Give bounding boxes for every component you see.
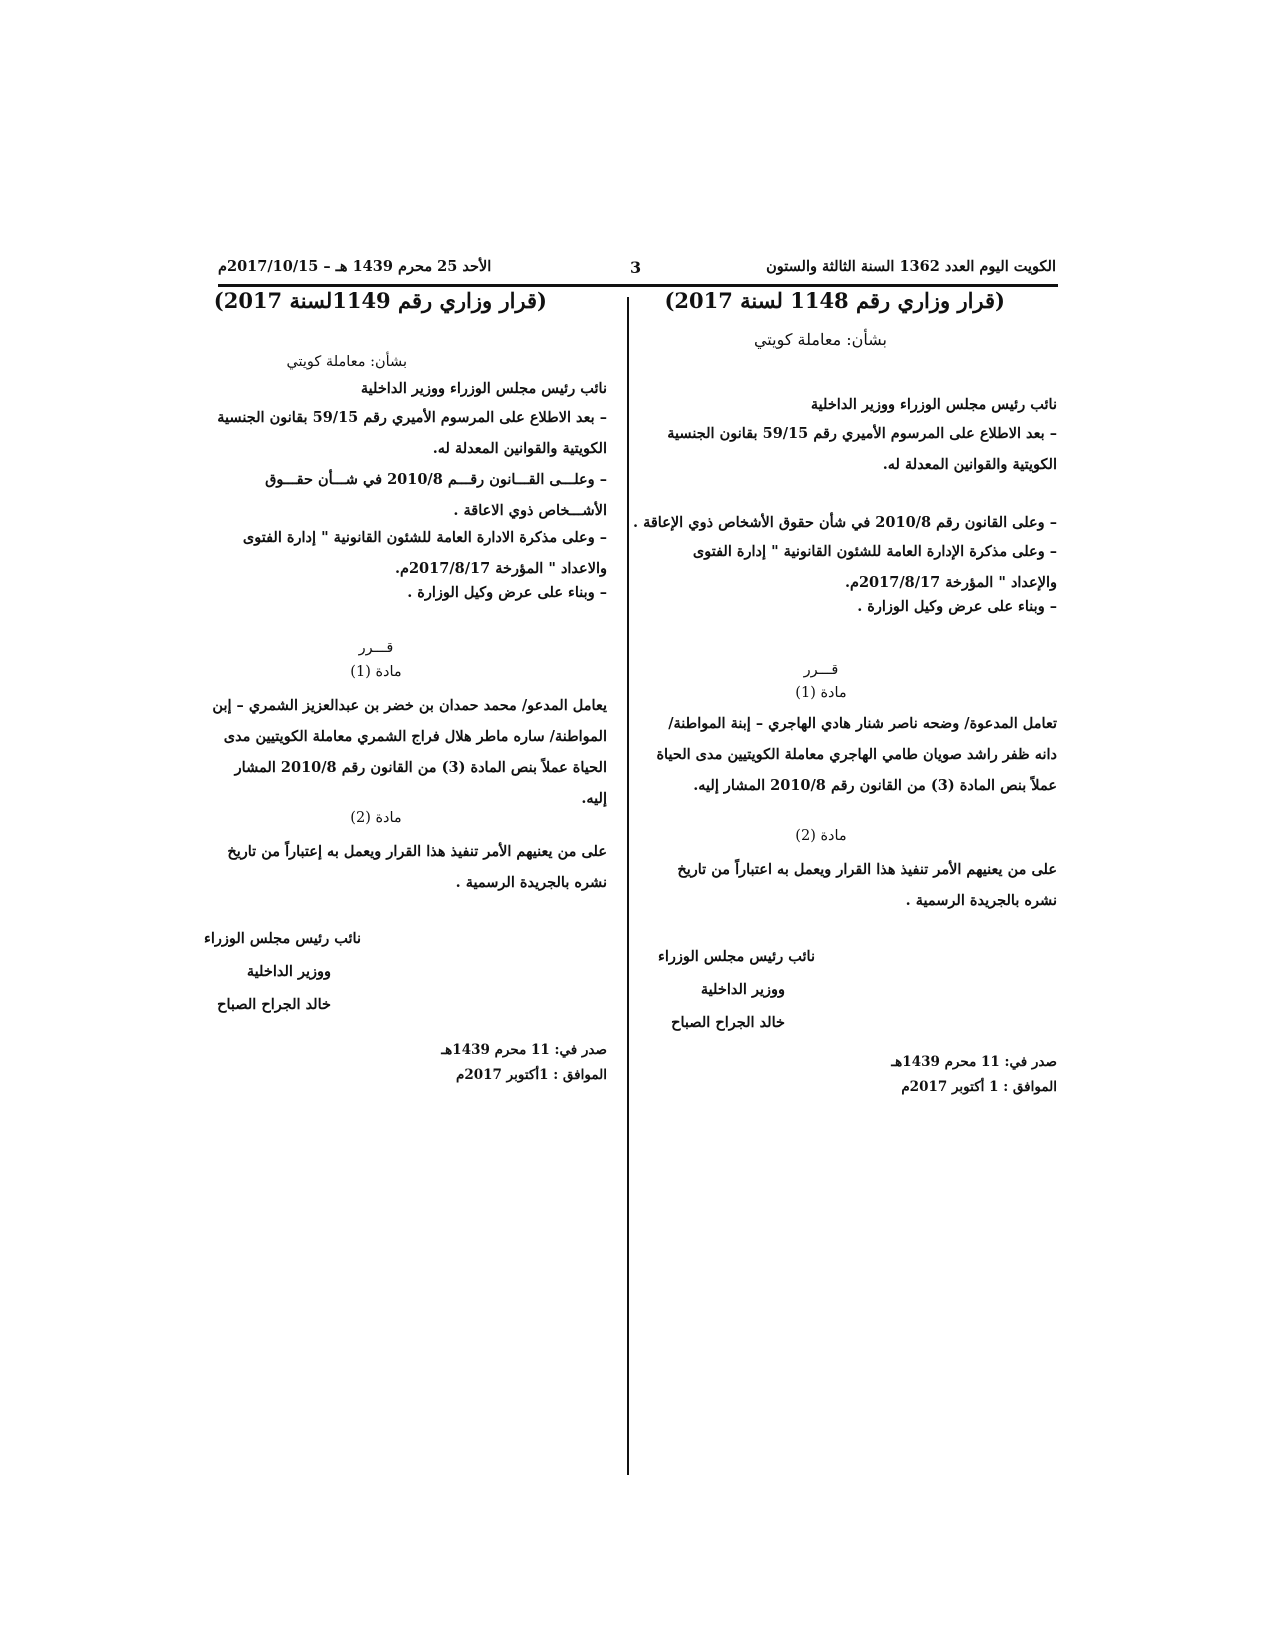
issue-date-block bbox=[891, 1050, 1057, 1100]
header-date: الأحد 25 محرم 1439 هـ – 2017/10/15م bbox=[218, 258, 492, 275]
signature-line-1: نائب رئيس مجلس الوزراء bbox=[204, 930, 361, 947]
decree-title: (قرار وزاري رقم 1148 لسنة 2017) bbox=[664, 288, 1005, 313]
decision-heading: قـــرر bbox=[358, 640, 394, 656]
preamble-2: – وعلى القانون رقم 2010/8 في شأن حقوق الأشخاص ذوي الإعاقة . bbox=[633, 514, 1057, 531]
decision-heading: قـــرر bbox=[803, 662, 839, 678]
signature-line-3: خالد الجراح الصباح bbox=[217, 996, 331, 1013]
preamble-3: – وعلى مذكرة الإدارة العامة للشئون القانونية " إدارة الفتوى والإعداد " المؤرخة 2017/8/17م. bbox=[692, 543, 1057, 591]
issued-gregorian: الموافق : 1أكتوبر 2017م bbox=[456, 1067, 607, 1083]
signature-block bbox=[658, 940, 815, 1039]
decree-issuer: نائب رئيس مجلس الوزراء ووزير الداخلية bbox=[360, 380, 607, 397]
signature-block bbox=[204, 922, 361, 1021]
preamble-2: – وعلـــى القـــانون رقـــم 2010/8 في شـــأن حقـــوق الأشـــخاص ذوي الاعاقة . bbox=[265, 471, 607, 519]
decree-subject: بشأن: معاملة كويتي bbox=[753, 330, 887, 349]
preamble-3: – وعلى مذكرة الادارة العامة للشئون القانونية " إدارة الفتوى والاعداد " المؤرخة 2017/8/17م. bbox=[242, 529, 607, 577]
header-rule bbox=[218, 284, 1058, 287]
preamble-1: – بعد الاطلاع على المرسوم الأميري رقم 59/15 بقانون الجنسية الكويتية والقوانين المعدلة له. bbox=[217, 409, 607, 457]
article-2-text: على من يعنيهم الأمر تنفيذ هذا القرار ويعمل به اعتباراً من تاريخ نشره بالجريدة الرسمية . bbox=[677, 861, 1057, 909]
signature-line-2: ووزير الداخلية bbox=[700, 981, 785, 998]
issue-info: الكويت اليوم العدد 1362 السنة الثالثة والستون bbox=[766, 258, 1056, 275]
preamble-1: – بعد الاطلاع على المرسوم الأميري رقم 59/15 بقانون الجنسية الكويتية والقوانين المعدلة له. bbox=[667, 425, 1057, 473]
preamble-4: – وبناء على عرض وكيل الوزارة . bbox=[407, 584, 607, 601]
decree-issuer: نائب رئيس مجلس الوزراء ووزير الداخلية bbox=[810, 396, 1057, 413]
article-2-text: على من يعنيهم الأمر تنفيذ هذا القرار ويعمل به إعتباراً من تاريخ نشره بالجريدة الرسمية . bbox=[227, 843, 607, 891]
article-1-text: يعامل المدعو/ محمد حمدان بن خضر بن عبدالعزيز الشمري – إبن المواطنة/ ساره ماطر هلال فراج الشمري معاملة الكويتيين مدى الحياة عملاً بنص المادة (3) من القانون رقم 2010/8 المشار إليه. bbox=[212, 697, 607, 807]
page-header bbox=[218, 258, 1056, 284]
signature-line-1: نائب رئيس مجلس الوزراء bbox=[658, 948, 815, 965]
issue-date-block bbox=[441, 1038, 607, 1088]
decree-subject: بشأن: معاملة كويتي bbox=[286, 354, 407, 370]
article-1-heading: مادة (1) bbox=[350, 664, 402, 680]
signature-line-3: خالد الجراح الصباح bbox=[671, 1014, 785, 1031]
page-number: 3 bbox=[630, 258, 642, 277]
column-divider bbox=[627, 297, 629, 1475]
issued-hijri: صدر في: 11 محرم 1439هـ bbox=[441, 1042, 607, 1058]
signature-line-2: ووزير الداخلية bbox=[246, 963, 331, 980]
issued-hijri: صدر في: 11 محرم 1439هـ bbox=[891, 1054, 1057, 1070]
article-1-heading: مادة (1) bbox=[795, 685, 847, 701]
article-1-text: تعامل المدعوة/ وضحه ناصر شنار هادي الهاجري – إبنة المواطنة/ دانه ظفر راشد صويان طامي الهاجري معاملة الكويتيين مدى الحياة عملاً بنص المادة (3) من القانون رقم 2010/8 المشار إليه. bbox=[656, 715, 1057, 794]
article-2-heading: مادة (2) bbox=[795, 828, 847, 844]
article-2-heading: مادة (2) bbox=[350, 810, 402, 826]
preamble-4: – وبناء على عرض وكيل الوزارة . bbox=[857, 598, 1057, 615]
issued-gregorian: الموافق : 1 أكتوبر 2017م bbox=[901, 1079, 1057, 1095]
decree-title: (قرار وزاري رقم 1149لسنة 2017) bbox=[213, 288, 547, 313]
